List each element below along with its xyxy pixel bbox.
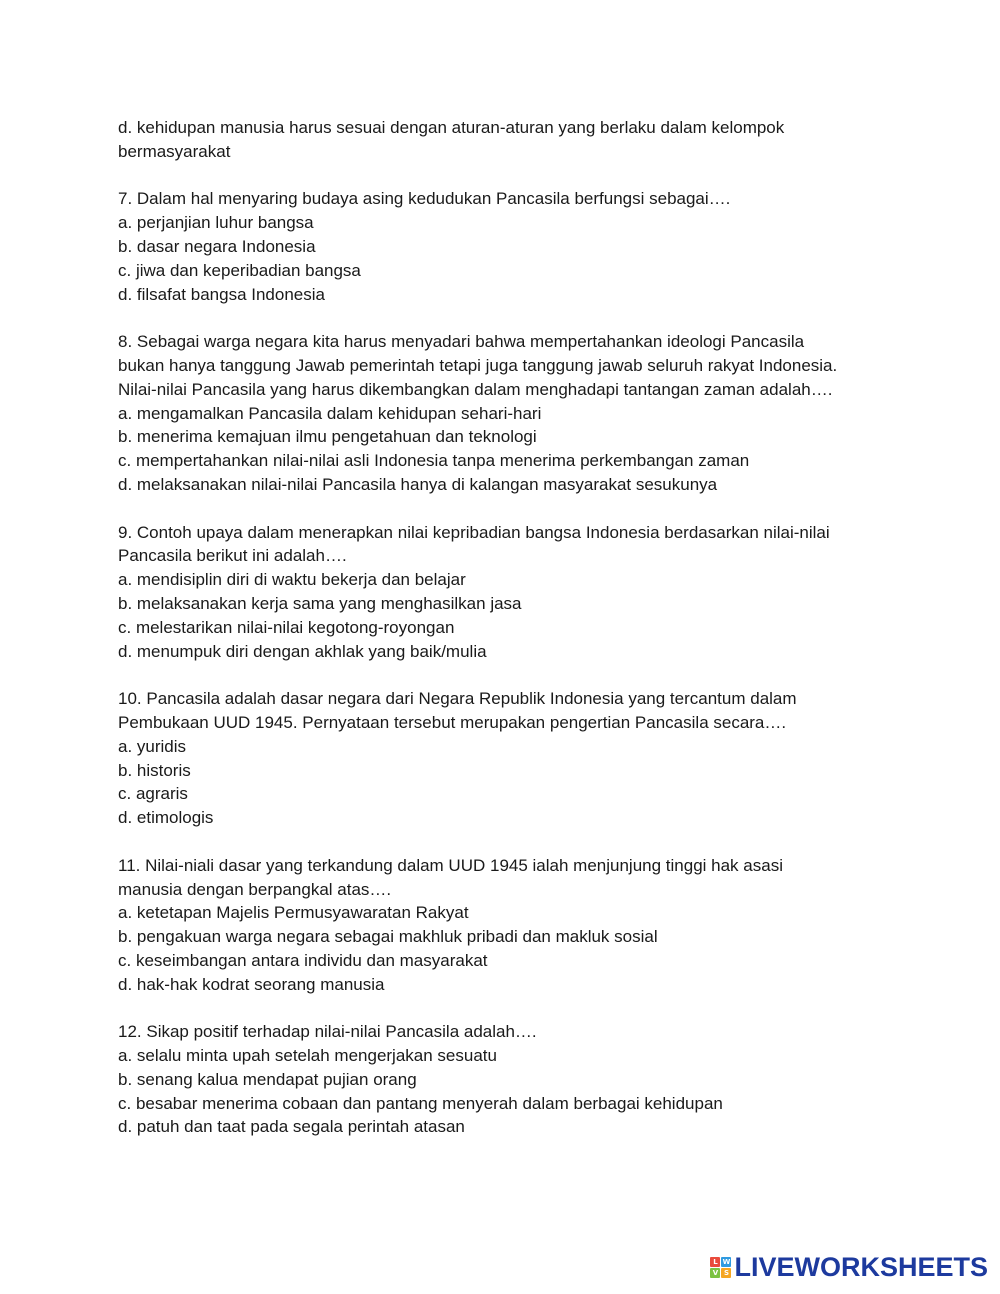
question-stem: bukan hanya tanggung Jawab pemerintah tetapi juga tanggung jawab seluruh rakyat Indonesia. xyxy=(118,355,838,375)
question-stem: 9. Contoh upaya dalam menerapkan nilai kepribadian bangsa Indonesia berdasarkan nilai-nilai xyxy=(118,522,830,542)
question-stem: 12. Sikap positif terhadap nilai-nilai Pancasila adalah…. xyxy=(118,1022,537,1042)
logo-mark-cell: V xyxy=(710,1268,720,1278)
question-stem: Pancasila berikut ini adalah…. xyxy=(118,546,347,566)
answer-option-a[interactable]: a. perjanjian luhur bangsa xyxy=(118,213,314,233)
answer-option-b[interactable]: b. historis xyxy=(118,760,191,780)
answer-option-c[interactable]: c. melestarikan nilai-nilai kegotong-royongan xyxy=(118,617,455,637)
answer-option-a[interactable]: a. yuridis xyxy=(118,736,187,756)
option-line: bermasyarakat xyxy=(118,141,231,161)
question-10 xyxy=(118,687,898,830)
answer-option-d[interactable]: d. patuh dan taat pada segala perintah atasan xyxy=(118,1117,465,1137)
option-line: d. kehidupan manusia harus sesuai dengan aturan-aturan yang berlaku dalam kelompok xyxy=(118,118,785,137)
logo-mark-cell: W xyxy=(722,1257,731,1266)
liveworksheets-logo[interactable] xyxy=(710,1252,988,1282)
answer-option-a[interactable]: a. ketetapan Majelis Permusyawaratan Rakyat xyxy=(118,903,469,923)
question-stem: 7. Dalam hal menyaring budaya asing kedudukan Pancasila berfungsi sebagai…. xyxy=(118,189,731,209)
question-stem: Nilai-nilai Pancasila yang harus dikembangkan dalam menghadapi tantangan zaman adalah…. xyxy=(118,379,833,399)
logo-wordmark: LIVEWORKSHEETS xyxy=(734,1251,988,1282)
answer-option-d[interactable]: d. filsafat bangsa Indonesia xyxy=(118,284,325,304)
answer-option-a[interactable]: a. selalu minta upah setelah mengerjakan sesuatu xyxy=(118,1046,497,1066)
answer-option-b[interactable]: b. dasar negara Indonesia xyxy=(118,236,316,256)
question-stem: Pembukaan UUD 1945. Pernyataan tersebut merupakan pengertian Pancasila secara…. xyxy=(118,712,787,732)
answer-option-b[interactable]: b. menerima kemajuan ilmu pengetahuan dan teknologi xyxy=(118,427,537,447)
answer-option-c[interactable]: c. jiwa dan keperibadian bangsa xyxy=(118,260,361,280)
question-7 xyxy=(118,187,898,306)
answer-option-b[interactable]: b. pengakuan warga negara sebagai makhluk pribadi dan makluk sosial xyxy=(118,927,658,947)
question-11 xyxy=(118,854,898,997)
worksheet-page xyxy=(118,116,898,1163)
question-8 xyxy=(118,330,898,497)
question-12 xyxy=(118,1020,898,1139)
liveworksheets-mark-icon xyxy=(710,1257,731,1278)
answer-option-a[interactable]: a. mendisiplin diri di waktu bekerja dan belajar xyxy=(118,570,466,590)
question-9 xyxy=(118,521,898,664)
previous-question-continuation xyxy=(118,116,898,164)
answer-option-c[interactable]: c. keseimbangan antara individu dan masyarakat xyxy=(118,950,488,970)
logo-mark-cell: S xyxy=(721,1268,731,1278)
answer-option-d[interactable]: d. menumpuk diri dengan akhlak yang baik/mulia xyxy=(118,641,487,661)
question-stem: 10. Pancasila adalah dasar negara dari Negara Republik Indonesia yang tercantum dalam xyxy=(118,689,797,709)
logo-mark-cell: L xyxy=(710,1257,720,1267)
answer-option-b[interactable]: b. senang kalua mendapat pujian orang xyxy=(118,1069,417,1089)
question-stem: manusia dengan berpangkal atas…. xyxy=(118,879,392,899)
answer-option-d[interactable]: d. melaksanakan nilai-nilai Pancasila hanya di kalangan masyarakat sesukunya xyxy=(118,474,718,494)
answer-option-a[interactable]: a. mengamalkan Pancasila dalam kehidupan sehari-hari xyxy=(118,403,542,423)
question-stem: 8. Sebagai warga negara kita harus menyadari bahwa mempertahankan ideologi Pancasila xyxy=(118,332,805,352)
answer-option-d[interactable]: d. hak-hak kodrat seorang manusia xyxy=(118,974,385,994)
answer-option-c[interactable]: c. besabar menerima cobaan dan pantang menyerah dalam berbagai kehidupan xyxy=(118,1093,723,1113)
answer-option-d[interactable]: d. etimologis xyxy=(118,808,214,828)
question-stem: 11. Nilai-niali dasar yang terkandung dalam UUD 1945 ialah menjunjung tinggi hak asasi xyxy=(118,855,783,875)
answer-option-b[interactable]: b. melaksanakan kerja sama yang menghasilkan jasa xyxy=(118,593,522,613)
answer-option-c[interactable]: c. mempertahankan nilai-nilai asli Indonesia tanpa menerima perkembangan zaman xyxy=(118,451,750,471)
answer-option-c[interactable]: c. agraris xyxy=(118,784,188,804)
